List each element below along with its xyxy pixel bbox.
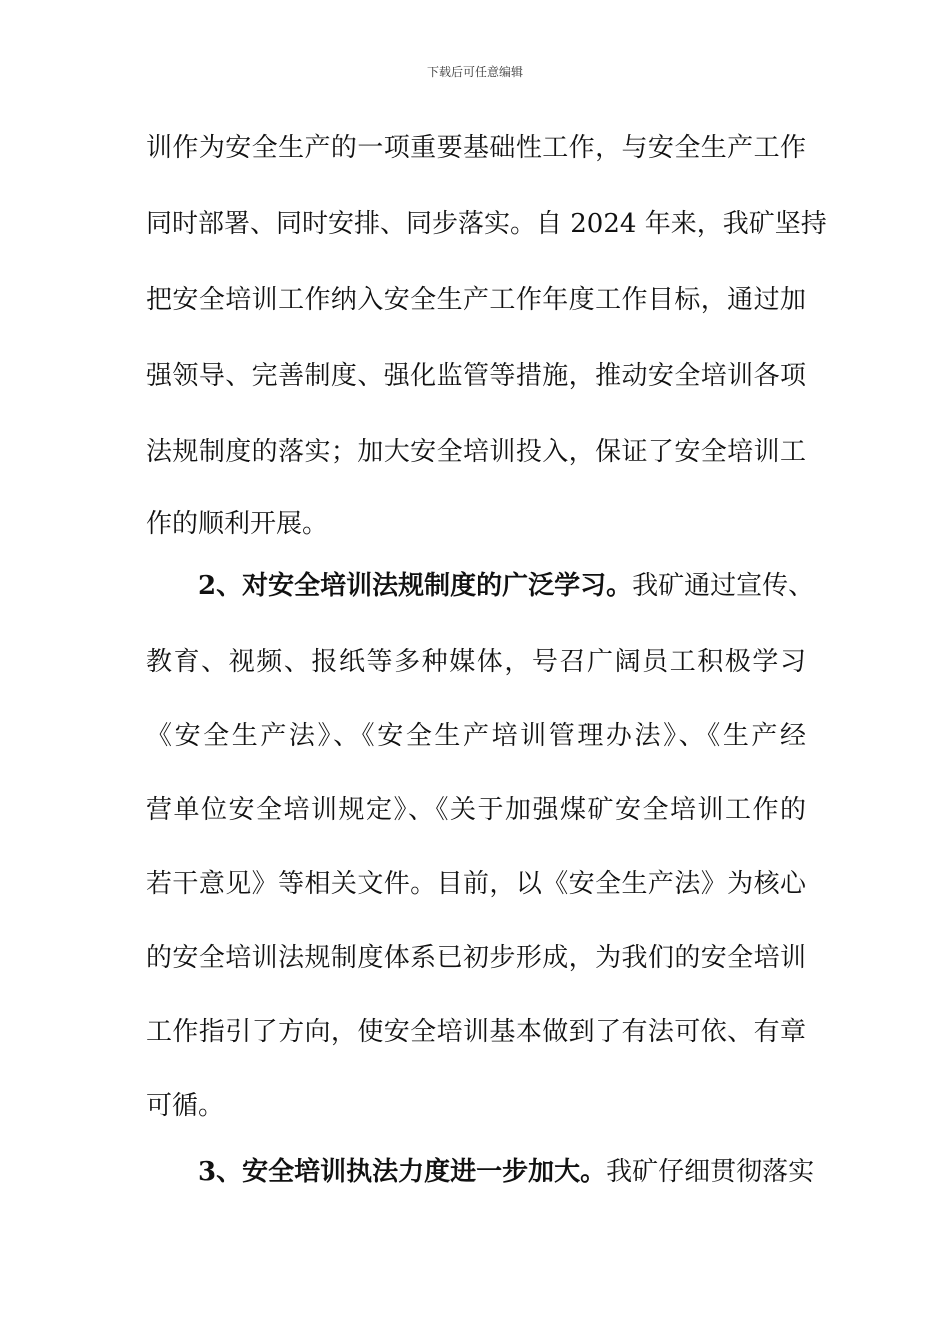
paragraph-2-line-5: 若干意见》等相关文件。目前，以《安全生产法》为核心 — [146, 869, 806, 899]
paragraph-1-line-1: 训作为安全生产的一项重要基础性工作，与安全生产工作 — [146, 133, 806, 163]
paragraph-1-line-4: 强领导、完善制度、强化监管等措施，推动安全培训各项 — [146, 361, 806, 391]
paragraph-1-line-6: 作的顺利开展。 — [146, 509, 329, 539]
paragraph-2-line-3: 《安全生产法》、《安全生产培训管理办法》、《生产经 — [146, 721, 806, 751]
paragraph-2-line-7: 工作指引了方向，使安全培训基本做到了有法可依、有章 — [146, 1017, 806, 1047]
paragraph-2-line-2: 教育、视频、报纸等多种媒体，号召广阔员工积极学习 — [146, 647, 806, 677]
paragraph-3-heading: 3、安全培训执法力度进一步加大。 — [198, 1157, 607, 1187]
paragraph-2-line-6: 的安全培训法规制度体系已初步形成，为我们的安全培训 — [146, 943, 806, 973]
paragraph-2-heading: 2、对安全培训法规制度的广泛学习。 — [198, 571, 633, 601]
paragraph-2-first-line — [198, 566, 815, 606]
page-header-note: 下载后可任意编辑 — [426, 65, 523, 79]
paragraph-1-line-5: 法规制度的落实；加大安全培训投入，保证了安全培训工 — [146, 437, 806, 467]
paragraph-3-first-line — [198, 1152, 815, 1192]
paragraph-2-line-4: 营单位安全培训规定》、《关于加强煤矿安全培训工作的 — [146, 795, 806, 825]
paragraph-3-heading-rest: 我矿仔细贯彻落实 — [606, 1157, 815, 1187]
paragraph-2-heading-rest: 我矿通过宣传、 — [632, 571, 815, 601]
paragraph-2-line-8: 可循。 — [146, 1091, 225, 1121]
paragraph-1-line-2: 同时部署、同时安排、同步落实。自 2024 年来，我矿坚持 — [146, 209, 827, 239]
paragraph-1-line-3: 把安全培训工作纳入安全生产工作年度工作目标，通过加 — [146, 285, 806, 315]
